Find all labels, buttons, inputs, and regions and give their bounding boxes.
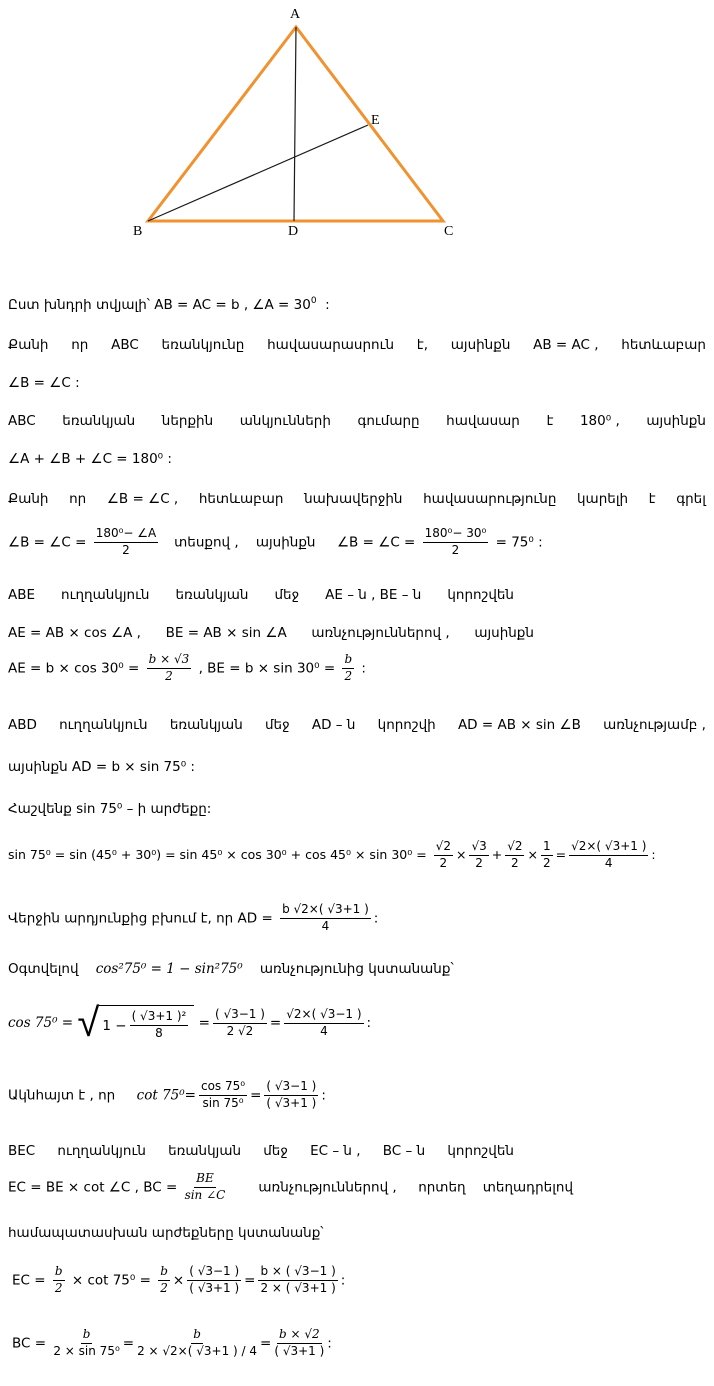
line-7: ABE ուղղանկյուն եռանկյան մեջ AE – ն , BE – ն կորոշվեն [8, 587, 514, 603]
line-5: Քանի որ ∠B = ∠C , հետևաբար նախավերջին հավասարությունը կարելի է գրել [8, 491, 706, 507]
line-21: EC = $\frac{b}{2}$ × cot 75⁰ = $\frac{b}{2}$ × $\frac{( √3-1 )}{( √3+1 )}$ = $\frac{b \times ( √3-1 )}{2 \times ( √3+1 )}$ : [12, 1264, 346, 1295]
line-15: Օգտվելով cos²75⁰ = 1 − sin²75⁰ առնչությունից կստանանք՝ [8, 961, 454, 977]
triangle-figure [0, 0, 714, 250]
altitude-ad [294, 27, 296, 221]
line-8: AE = AB × cos ∠A , BE = AB × sin ∠A առնչություններով , այսինքն [8, 625, 534, 641]
line-1: Քանի որ ABC եռանկյունը հավասարասրուն է, այսինքն AB = AC , հետևաբար [8, 337, 706, 353]
label-e: E [371, 113, 380, 128]
altitude-be [148, 125, 368, 221]
line-14: Վերջին արդյունքից բխում է, որ AD = $\frac{b √2\times( √3+1 )}{4}$ : [8, 902, 379, 933]
line-13: sin 75⁰ = sin (45⁰ + 30⁰) = sin 45⁰ × cos 30⁰ + cos 45⁰ × sin 30⁰ = $\frac{√2}{2}$ × $\frac{√3}{2}$ + $\frac{√2}{2}$ × $\frac{1}{2}$ = $\frac{√2\times( √3+1 )}{4}$ : [8, 839, 656, 870]
line-18: BEC ուղղանկյուն եռանկյան մեջ EC – ն , BC – ն կորոշվեն [8, 1143, 514, 1159]
line-9: AE = b × cos 30⁰ = $\frac{b \times √3}{2}$ , BE = b × sin 30⁰ = $\frac{b}{2}$ : [8, 652, 366, 683]
line-17: Ակնհայտ է , որ cot 75⁰= $\frac{\text{cos 75⁰}}{\text{sin 75⁰}}$ = $\frac{( √3-1 )}{( √3+1 )}$ : [8, 1079, 326, 1110]
line-11: այսինքն AD = b × sin 75⁰ : [8, 759, 195, 775]
line-4: ∠A + ∠B + ∠C = 180⁰ : [8, 451, 172, 467]
line-2: ∠B = ∠C : [8, 375, 80, 391]
label-a: A [290, 7, 301, 22]
label-c: C [444, 224, 454, 239]
line-3: ABC եռանկյան ներքին անկյունների գումարը հավասար է 180⁰ , այսինքն [8, 413, 706, 429]
line-10: ABD ուղղանկյուն եռանկյան մեջ AD – ն կորոշվի AD = AB × sin ∠B առնչությամբ , [8, 717, 706, 733]
line-19: EC = BE × cot ∠C , BC = $\frac{BE}{\sin \angle C}$ առնչություններով , որտեղ տեղադրելով [8, 1171, 574, 1202]
given-line: Ըստ խնդրի տվյալի՝ AB = AC = b , ∠A = $30^0$ : [8, 296, 330, 313]
label-d: D [288, 224, 299, 239]
given-text: Ըստ խնդրի տվյալի՝ AB = AC = b , ∠A = 30 [8, 297, 311, 313]
line-16: cos 75⁰ = √ 1 − $\frac{\text{( √3+1 )²}}{8}$ = $\frac{( √3-1 )}{2 √2}$ = $\frac{√2\times( √3-1 )}{4}$ : [8, 1000, 372, 1046]
line-6: ∠B = ∠C = $\frac{\text{180⁰− ∠A}}{2}$ տեսքով , այսինքն ∠B = ∠C = $\frac{\text{180⁰− 30⁰}}{2}$ = 75⁰ : [8, 526, 543, 557]
label-b: B [133, 224, 143, 239]
line-20: համապատասխան արժեքները կստանանք՝ [8, 1225, 324, 1241]
line-22: BC = $\frac{b}{\text{2 × sin 75⁰}}$ = $\frac{b}{2 \times √2\times( √3+1 ) / 4}$ = $\frac{b \times √2}{( √3+1 )}$ : [12, 1327, 332, 1358]
line-12: Հաշվենք sin 75⁰ – ի արժեքը: [8, 801, 212, 817]
